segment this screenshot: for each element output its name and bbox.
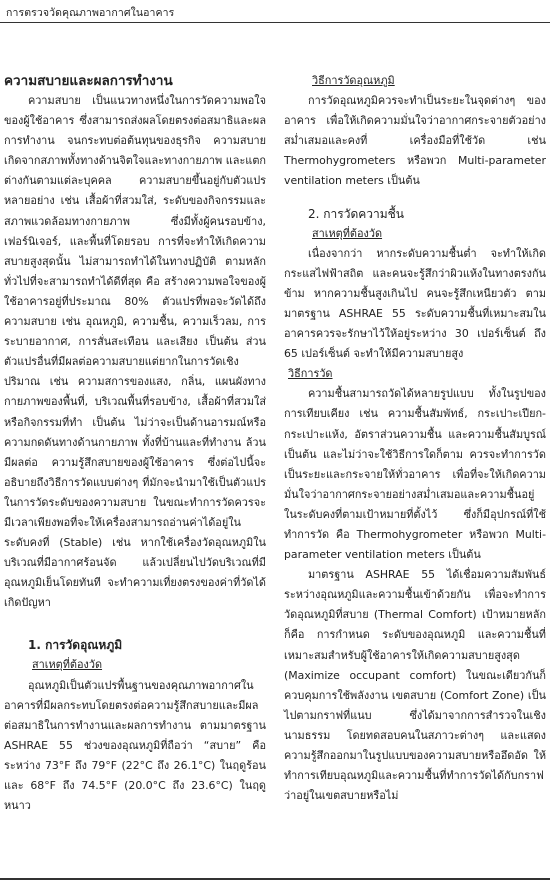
header-rule bbox=[0, 22, 550, 23]
right-column bbox=[284, 71, 546, 806]
temperature-reason-label: สาเหตุที่ต้องวัด bbox=[32, 658, 103, 672]
section-title: ความสบายและผลการทำงาน bbox=[4, 73, 173, 89]
spacer bbox=[4, 613, 266, 635]
humidity-reason-label: สาเหตุที่ต้องวัด bbox=[312, 226, 383, 240]
ashrae-paragraph: มาตรฐาน ASHRAE 55 ได้เชื่อมความสัมพันธ์ระหว่างอุณหภูมิและความชื้นเข้าด้วยกัน เพื่อจะทำการวัดอุณหภูมิที่สบาย (Thermal Comfort) เป้าหมายหลักก็คือ การกำหนด ระดับของอุณหภูมิ และความชื้นที่เหมาะสมสำหรับผู้ใช้อาคารให้เกิดความสบายสูงสุด (Maximize occupant comfort) ในขณะเดียวกันก็ควบคุมการใช้พลังงาน เขตสบาย (Comfort Zone) เป็นไปตามกราฟที่แนบ ซึ่งได้มาจากการสำรวจในเชิงนามธรรม โดยทดสอบคนในสภาวะต่างๆ และแสดงความรู้สึกออกมาในรูปแบบของความสบายหรืออึดอัด ให้ทำการเทียบอุณหภูมิและความชื้นที่ทำการวัดได้กับกราฟ ว่าอยู่ในเขตสบายหรือไม่ bbox=[284, 568, 546, 803]
temperature-method-text: การวัดอุณหภูมิควรจะทำเป็นระยะในจุดต่างๆ ของอาคาร เพื่อให้เกิดความมั่นใจว่าอากาศกระจายตัวอย่างสม่ำเสมอและคงที่ เครื่องมือที่ใช้วัด เช่น Thermohygrometers หรือพวก Multi-parameter ventilation meters เป็นต้น bbox=[284, 94, 546, 188]
humidity-method-label: วิธีการวัด bbox=[288, 367, 333, 381]
spacer bbox=[284, 192, 546, 204]
footer-rule bbox=[0, 878, 550, 880]
humidity-heading: 2. การวัดความชื้น bbox=[308, 206, 405, 221]
intro-paragraph: ความสบาย เป็นแนวทางหนึ่งในการวัดความพอใจของผู้ใช้อาคาร ซึ่งสามารถส่งผลโดยตรงต่อสมาธิและผลการทำงาน จนกระทบต่อต้นทุนของธุรกิจ ความสบาย เกิดจากสภาพทั้งทางด้านจิตใจและทางกายภาพ และแตกต่างกันตามแต่ละบุคคล ความสบายขึ้นอยู่กับตัวแปรหลายอย่าง เช่น เสื้อผ้าที่สวมใส่, ระดับของกิจกรรมและสภาพแวดล้อมทางกายภาพ ซึ่งมีทั้งผู้คนรอบข้าง, เฟอร์นิเจอร์, และพื้นที่โดยรอบ การที่จะทำให้เกิดความสบายสูงสุดนั้น ไม่สามารถทำได้ในทางปฏิบัติ ตามหลักทั่วไปที่จะสามารถทำได้ดีที่สุด คือ สร้างความพอใจของผู้ใช้อาคารอยู่ที่ประมาณ 80% ตัวแปรที่พอจะวัดได้ถึงความสบาย เช่น อุณหภูมิ, ความชื้น, ความเร็วลม, การระบายอากาศ, การสั่นสะเทือน และเสียง เป็นต้น ส่วนตัวแปรอื่นที่มีผลต่อความสบายแต่ยากในการวัดเชิงปริมาณ เช่น ความสการของแสง, กลิ่น, แผนผังทางกายภาพของพื้นที่, บริเวณพื้นที่รอบข้าง, เสื้อผ้าที่สวมใส่ หรือกิจกรรมที่ทำ เป็นต้น ไม่ว่าจะเป็นด้านอารมณ์หรือความกดดันทางด้านกายภาพ ทั้งที่บ้านและที่ทำงาน ล้วนมีผลต่อ ความรู้สึกสบายของผู้ใช้อาคาร ซึ่งต่อไปนี้จะอธิบายถึงวิธีการวัดแบบต่างๆ ที่มักจะนำมาใช้เป็นตัวแปรในการวัดระดับของความสบาย ในขณะทำการวัดควรจะมีเวลาเพียงพอที่จะให้เครื่องสามารถอ่านค่าได้อยู่ในระดับคงที่ (Stable) เช่น หากใช้เครื่องวัดอุณหภูมิในบริเวณที่มีอากาศร้อนจัด แล้วเปลี่ยนไปวัดบริเวณที่มีอุณหภูมิเย็นโดยทันที จะทำความเที่ยงตรงของค่าที่วัดได้เกิดปัญหา bbox=[4, 94, 266, 610]
temperature-heading: 1. การวัดอุณหภูมิ bbox=[28, 638, 123, 653]
humidity-method-text: ความชื้นสามารถวัดได้หลายรูปแบบ ทั้งในรูปของการเทียบเคียง เช่น ความชื้นสัมพัทธ์, กระเปาะเปียก-กระเปาะแห้ง, อัตราส่วนความชื้น และความชื้นสัมบูรณ์ เป็นต้น และไม่ว่าจะใช้วิธีการใดก็ตาม ควรจะทำการวัดเป็นระยะและกระจายให้ทั่วอาคาร เพื่อที่จะให้เกิดความมั่นใจว่าอากาศกระจายอย่างสม่ำเสมอและความชื้นอยู่ในระดับคงที่ตามเป้าหมายที่ตั้งไว้ ซึ่งก็มีอุปกรณ์ที่ใช้ทำการวัด คือ Thermohygrometer หรือพวก Multi-parameter ventilation meters เป็นต้น bbox=[284, 387, 546, 562]
running-header: การตรวจวัดคุณภาพอากาศในอาคาร bbox=[6, 7, 175, 19]
temperature-method-label: วิธีการวัดอุณหภูมิ bbox=[312, 74, 395, 87]
temperature-reason-text: อุณหภูมิเป็นตัวแปรพื้นฐานของคุณภาพอากาศในอาคารที่มีผลกระทบโดยตรงต่อความรู้สึกสบายและมีผลต่อสมาธิในการทำงานและผลการทำงาน ตามมาตรฐาน ASHRAE 55 ช่วงของอุณหภูมิที่ถือว่า “สบาย” คือ ระหว่าง 73°F ถึง 79°F (22°C ถึง 26.1°C) ในฤดูร้อน และ 68°F ถึง 74.5°F (20.0°C ถึง 23.6°C) ในฤดูหนาว bbox=[4, 678, 266, 813]
humidity-reason-text: เนื่องจากว่า หากระดับความชื้นต่ำ จะทำให้เกิดกระแสไฟฟ้าสถิต และคนจะรู้สึกว่าผิวแห้งในทางตรงกันข้าม หากความชื้นสูงเกินไป คนจะรู้สึกเหนียวตัว ตามมาตรฐาน ASHRAE 55 ระดับความชื้นที่เหมาะสมในอาคารควรจะรักษาไว้ให้อยู่ระหว่าง 30 เปอร์เซ็นต์ ถึง 65 เปอร์เซ็นต์ จะทำให้มีความสบายสูง bbox=[284, 246, 546, 361]
left-column bbox=[4, 71, 266, 816]
